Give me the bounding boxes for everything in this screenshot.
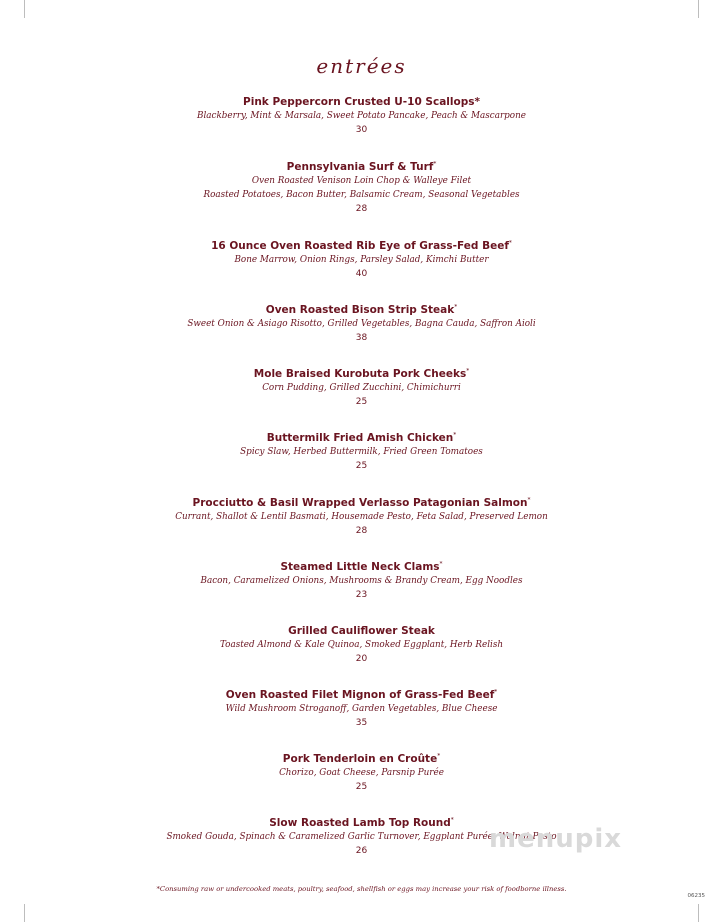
menu-item (0, 688, 723, 731)
menu-item-name: Pennsylvania Surf & Turf* (286, 160, 437, 173)
menu-item (0, 496, 723, 539)
menu-item-name: Mole Braised Kurobuta Pork Cheeks* (253, 367, 470, 380)
menu-item-name: Pork Tenderloin en Croûte* (282, 752, 441, 765)
menu-item-name: Oven Roasted Filet Mignon of Grass-Fed Beef* (225, 688, 498, 701)
crop-mark-top-right (698, 0, 699, 18)
menu-item-price: 25 (355, 461, 368, 471)
menu-item (0, 239, 723, 282)
menu-item (0, 431, 723, 474)
menu-item-price: 38 (355, 333, 368, 343)
menu-item (0, 624, 723, 667)
crop-mark-bottom-left (24, 904, 25, 922)
menu-item-name: Procciutto & Basil Wrapped Verlasso Patagonian Salmon* (192, 496, 531, 509)
menu-item-name: 16 Ounce Oven Roasted Rib Eye of Grass-Fed Beef* (211, 239, 512, 252)
watermark: menupix (489, 824, 623, 854)
menu-item-description: Corn Pudding, Grilled Zucchini, Chimichurri (262, 383, 461, 393)
menu-item (0, 303, 723, 346)
menu-item (0, 560, 723, 603)
menu-item-description: Toasted Almond & Kale Quinoa, Smoked Eggplant, Herb Relish (220, 640, 503, 650)
menu-item-price: 35 (355, 718, 368, 728)
menu-item-price: 20 (355, 654, 368, 664)
menu-item-price: 28 (355, 204, 368, 214)
page-title: entrées (316, 54, 407, 78)
menu-item-description: Smoked Gouda, Spinach & Caramelized Garlic Turnover, Eggplant Purée, Walnut Pesto (166, 832, 557, 842)
menu-item-description: Bacon, Caramelized Onions, Mushrooms & Brandy Cream, Egg Noodles (200, 576, 523, 586)
menu-item-name: Slow Roasted Lamb Top Round* (269, 816, 454, 829)
menu-item-description: Blackberry, Mint & Marsala, Sweet Potato Pancake, Peach & Mascarpone (197, 111, 526, 121)
menu-item-description: Spicy Slaw, Herbed Buttermilk, Fried Green Tomatoes (240, 447, 483, 457)
menu-item (0, 95, 723, 138)
menu-item (0, 160, 723, 217)
footnote: *Consuming raw or undercooked meats, poultry, seafood, shellfish or eggs may increase your risk of foodborne illness. (156, 885, 567, 893)
menu-item (0, 752, 723, 795)
menu-item-price: 28 (355, 526, 368, 536)
menu-item-description: Roasted Potatoes, Bacon Butter, Balsamic Cream, Seasonal Vegetables (203, 190, 520, 200)
menu-item-name: Buttermilk Fried Amish Chicken* (266, 431, 457, 444)
menu-item-description: Currant, Shallot & Lentil Basmati, Housemade Pesto, Feta Salad, Preserved Lemon (175, 512, 548, 522)
crop-mark-top-left (24, 0, 25, 18)
menu-item-name: Pink Peppercorn Crusted U-10 Scallops* (243, 96, 480, 108)
menu-item-price: 25 (355, 397, 368, 407)
menu-item (0, 367, 723, 410)
menu-item-price: 40 (355, 269, 368, 279)
menu-item-description: Bone Marrow, Onion Rings, Parsley Salad, Kimchi Butter (234, 255, 489, 265)
menu-item-description: Chorizo, Goat Cheese, Parsnip Purée (279, 768, 444, 778)
menu-item-price: 23 (355, 590, 368, 600)
page-code: 06235 (687, 893, 705, 899)
menu-item-description: Oven Roasted Venison Loin Chop & Walleye Filet (251, 176, 472, 186)
menu-item-description: Wild Mushroom Stroganoff, Garden Vegetables, Blue Cheese (225, 704, 498, 714)
menu-item-name: Oven Roasted Bison Strip Steak* (265, 303, 458, 316)
menu-item-price: 26 (355, 846, 368, 856)
crop-mark-bottom-right (698, 904, 699, 922)
menu-item-name: Steamed Little Neck Clams* (280, 560, 443, 573)
menu-item-description: Sweet Onion & Asiago Risotto, Grilled Vegetables, Bagna Cauda, Saffron Aioli (187, 319, 536, 329)
menu-item-name: Grilled Cauliflower Steak (288, 625, 435, 637)
menu-item-price: 30 (355, 125, 368, 135)
menu-item-price: 25 (355, 782, 368, 792)
